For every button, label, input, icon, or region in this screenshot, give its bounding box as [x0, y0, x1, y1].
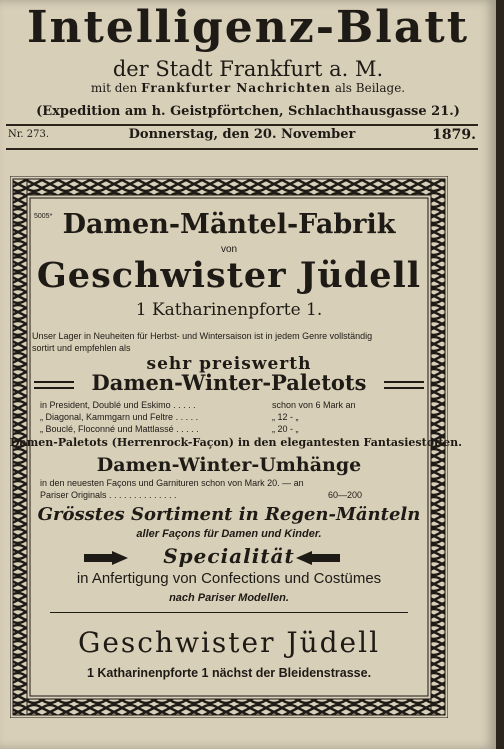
anfertigung-line: in Anfertigung von Confections und Costümes [76, 570, 382, 587]
masthead-subtitle: der Stadt Frankfurt a. M. [112, 57, 384, 81]
regen-heading: Grösstes Sortiment in Regen-Mänteln [37, 504, 421, 525]
ad-von: von [220, 244, 238, 255]
advertisement [10, 176, 462, 718]
ad-address: 1 Katharinenpforte 1. [135, 300, 323, 320]
issue-year: 1879. [432, 127, 476, 143]
ad-content [10, 176, 462, 718]
ad-company: Geschwister Jüdell [36, 255, 422, 296]
issue-number: Nr. 273. [8, 129, 50, 140]
umhaenge-item-1: in den neuesten Façons und Garnituren schon von Mark 20. — an [40, 478, 304, 488]
ad-sehr-preiswerth: sehr preiswerth [146, 354, 312, 374]
ad-title: Damen-Mäntel-Fabrik [62, 209, 396, 240]
paletot-item-3: „ Bouclé, Floconné und Mattlassé . . . . . [40, 424, 199, 434]
umhaenge-price-2: 60—200 [328, 490, 363, 500]
supplement-paper: Frankfurter Nachrichten [141, 81, 331, 95]
expedition-address: (Expedition am h. Geistpförtchen, Schlachthausgasse 21.) [36, 104, 460, 119]
paletot-item-1: in President, Doublé und Eskimo . . . . . [40, 400, 196, 410]
ad-intro-1: Unser Lager in Neuheiten für Herbst- und Wintersaison ist in jedem Genre vollständig [32, 331, 373, 341]
specialitaet-heading: Specialität [163, 544, 295, 568]
paletot-item-2: „ Diagonal, Kammgarn und Feltre . . . . . [40, 412, 199, 422]
issue-date: Donnerstag, den 20. November [128, 127, 356, 142]
ad-intro-2: sortirt und empfehlen als [32, 343, 131, 353]
pariser-line: nach Pariser Modellen. [169, 592, 289, 604]
umhaenge-heading: Damen-Winter-Umhänge [96, 454, 362, 476]
footer-company: Geschwister Jüdell [77, 626, 381, 659]
top-rule [6, 124, 478, 126]
supplement-suffix: als Beilage. [334, 81, 406, 95]
ad-reference: 5005* [34, 213, 53, 220]
dateline [8, 127, 476, 145]
supplement-line [0, 80, 496, 96]
decorative-rule-right [384, 381, 424, 389]
paletot-price-1: schon von 6 Mark an [272, 400, 356, 410]
pointing-hand-left-icon [292, 548, 342, 568]
paletot-price-2: „ 12 - „ [272, 412, 299, 422]
divider [50, 612, 408, 613]
paletot-price-3: „ 20 - „ [272, 424, 299, 434]
umhaenge-item-2: Pariser Originals . . . . . . . . . . . . . . [40, 490, 177, 500]
footer-address: 1 Katharinenpforte 1 nächst der Bleidenstrasse. [86, 666, 372, 680]
herrenrock-line: Damen-Paletots (Herrenrock-Façon) in den elegantesten Fantasiestoffen. [10, 436, 462, 449]
supplement-prefix: mit den [90, 81, 138, 95]
masthead-title: Intelligenz-Blatt [26, 2, 470, 53]
regen-sub: aller Façons für Damen und Kinder. [136, 528, 322, 540]
bottom-rule [6, 148, 478, 150]
book-spine [496, 0, 504, 749]
paletots-heading: Damen-Winter-Paletots [91, 370, 367, 395]
